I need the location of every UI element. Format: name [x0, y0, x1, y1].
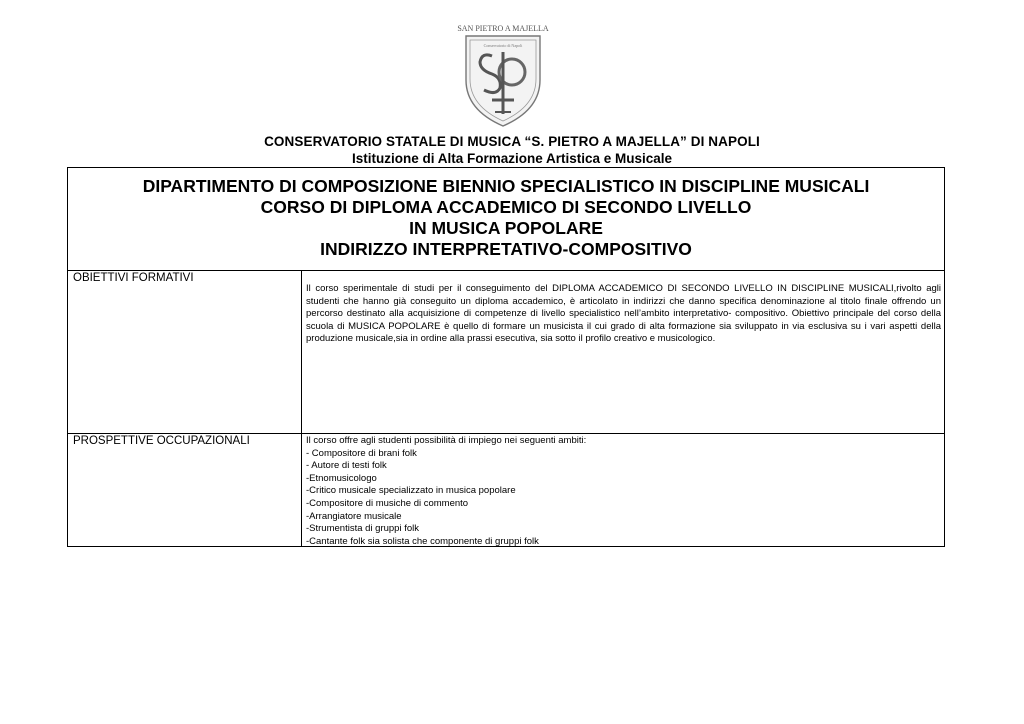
- table-row-objectives: [68, 270, 944, 434]
- list-item: - Autore di testi folk: [306, 460, 387, 472]
- prospects-list: [302, 433, 944, 546]
- list-item: -Etnomusicologo: [306, 472, 377, 484]
- objectives-text: Il corso sperimentale di studi per il conseguimento del DIPLOMA ACCADEMICO DI SECONDO LIVELLO IN DISCIPLINE MUSICALI,rivolto agli studenti che hanno già conseguito un diploma accademico, è articolato in indirizzi che danno specifica denominazione al titolo finale offrendo un percorso destinato alla acquisizione di competenze di livello specialistico nell’ambito interpretativo- compositivo. Obiettivo principale del corso della scuola di MUSICA POPOLARE è quello di formare un musicista il cui grado di alta formazione sia sviluppato in via esclusiva su i vari aspetti della produzione musicale,sia in ordine alla prassi esecutiva, sia sotto il profilo creativo e musicologico.: [306, 283, 941, 345]
- title-line-4: INDIRIZZO INTERPRETATIVO-COMPOSITIVO: [320, 239, 692, 259]
- list-item: -Arrangiatore musicale: [306, 510, 402, 522]
- institution-header: [0, 133, 1024, 167]
- prospects-intro: Il corso offre agli studenti possibilità di impiego nei seguenti ambiti:: [306, 435, 587, 446]
- list-item: -Strumentista di gruppi folk: [306, 523, 419, 535]
- conservatory-logo: [457, 22, 549, 130]
- list-item: -Cantante folk sia solista che componente di gruppi folk: [306, 535, 539, 547]
- objectives-label: OBIETTIVI FORMATIVI: [68, 270, 302, 433]
- course-table: [67, 167, 945, 547]
- course-title-block: [68, 168, 944, 271]
- logo-subtext: Conservatorio di Napoli: [483, 43, 523, 48]
- table-row-prospects: [68, 433, 944, 546]
- title-line-2: CORSO DI DIPLOMA ACCADEMICO DI SECONDO LIVELLO: [260, 197, 752, 217]
- logo-text: SAN PIETRO A MAJELLA: [457, 24, 549, 33]
- conservatory-crest-icon: [457, 22, 549, 130]
- list-item: - Compositore di brani folk: [306, 447, 417, 459]
- title-line-1: DIPARTIMENTO DI COMPOSIZIONE BIENNIO SPECIALISTICO IN DISCIPLINE MUSICALI: [142, 176, 870, 196]
- institution-name: CONSERVATORIO STATALE DI MUSICA “S. PIETRO A MAJELLA” DI NAPOLI: [264, 134, 760, 149]
- list-item: -Compositore di musiche di commento: [306, 497, 469, 509]
- title-line-3: IN MUSICA POPOLARE: [409, 218, 603, 238]
- list-item: -Critico musicale specializzato in musica popolare: [306, 485, 516, 497]
- institution-subtitle: Istituzione di Alta Formazione Artistica e Musicale: [351, 151, 673, 166]
- prospects-label: PROSPETTIVE OCCUPAZIONALI: [68, 433, 302, 546]
- objectives-text-cell: [302, 270, 944, 433]
